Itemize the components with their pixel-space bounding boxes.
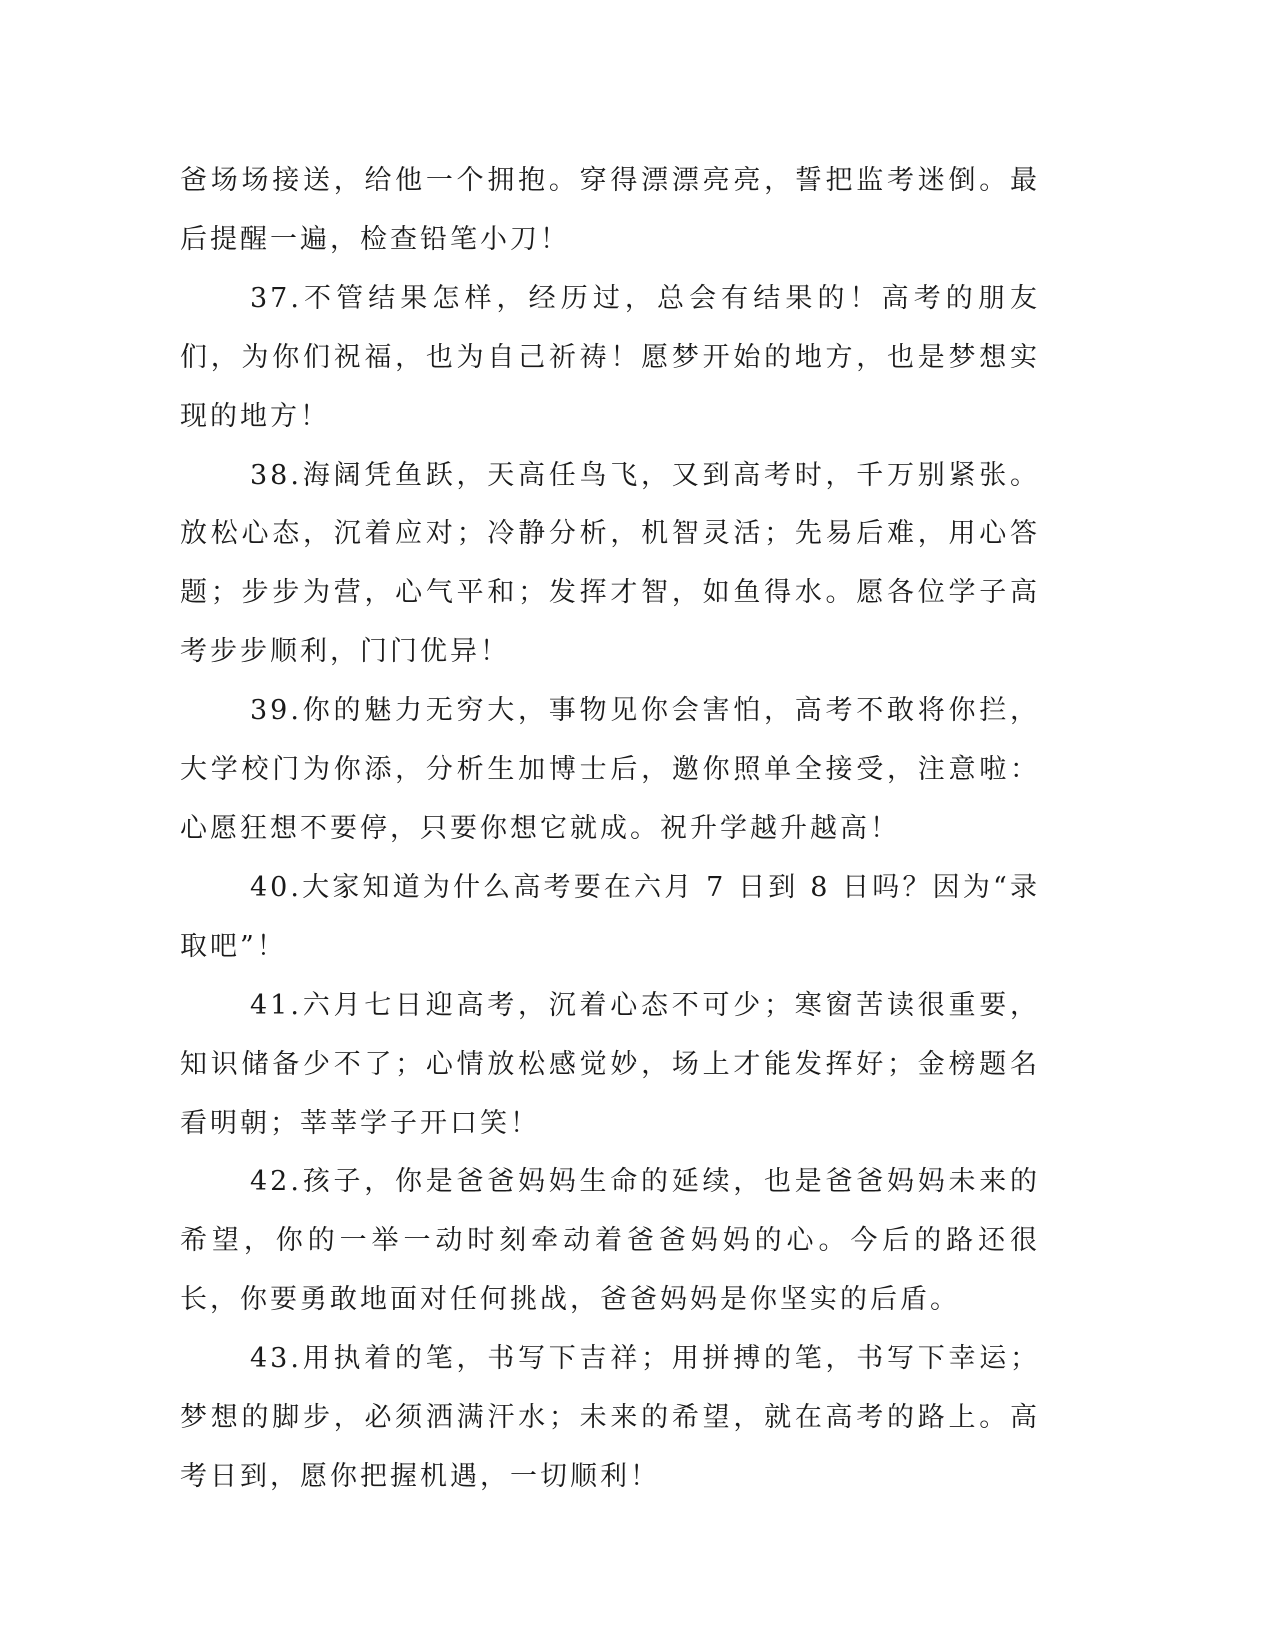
paragraph-39: 39.你的魅力无穷大，事物见你会害怕，高考不敢将你拦，大学校门为你添，分析生加博士后，邀你照单全接受，注意啦：心愿狂想不要停，只要你想它就成。祝升学越升越高！ [180,695,1040,844]
paragraph-43: 43.用执着的笔，书写下吉祥；用拼搏的笔，书写下幸运；梦想的脚步，必须洒满汗水；未来的希望，就在高考的路上。高考日到，愿你把握机遇，一切顺利！ [180,1343,1040,1492]
paragraph-41: 41.六月七日迎高考，沉着心态不可少；寒窗苦读很重要，知识储备少不了；心情放松感觉妙，场上才能发挥好；金榜题名看明朝；莘莘学子开口笑！ [180,989,1040,1139]
paragraph-38: 38.海阔凭鱼跃，天高任鸟飞，又到高考时，千万别紧张。放松心态，沉着应对；冷静分析，机智灵活；先易后难，用心答题；步步为营，心气平和；发挥才智，如鱼得水。愿各位学子高考步步顺利，门门优异！ [180,459,1040,668]
paragraph-40: 40.大家知道为什么高考要在六月 7 日到 8 日吗？因为“录取吧”！ [180,871,1040,962]
document-body [180,152,1040,1507]
paragraph-continued: 爸场场接送，给他一个拥抱。穿得漂漂亮亮，誓把监考迷倒。最后提醒一遍，检查铅笔小刀！ [180,165,1040,255]
paragraph-42: 42.孩子，你是爸爸妈妈生命的延续，也是爸爸妈妈未来的希望，你的一举一动时刻牵动着爸爸妈妈的心。今后的路还很长，你要勇敢地面对任何挑战，爸爸妈妈是你坚实的后盾。 [180,1166,1040,1316]
paragraph-37: 37.不管结果怎样，经历过，总会有结果的！高考的朋友们，为你们祝福，也为自己祈祷！愿梦开始的地方，也是梦想实现的地方！ [180,282,1040,432]
